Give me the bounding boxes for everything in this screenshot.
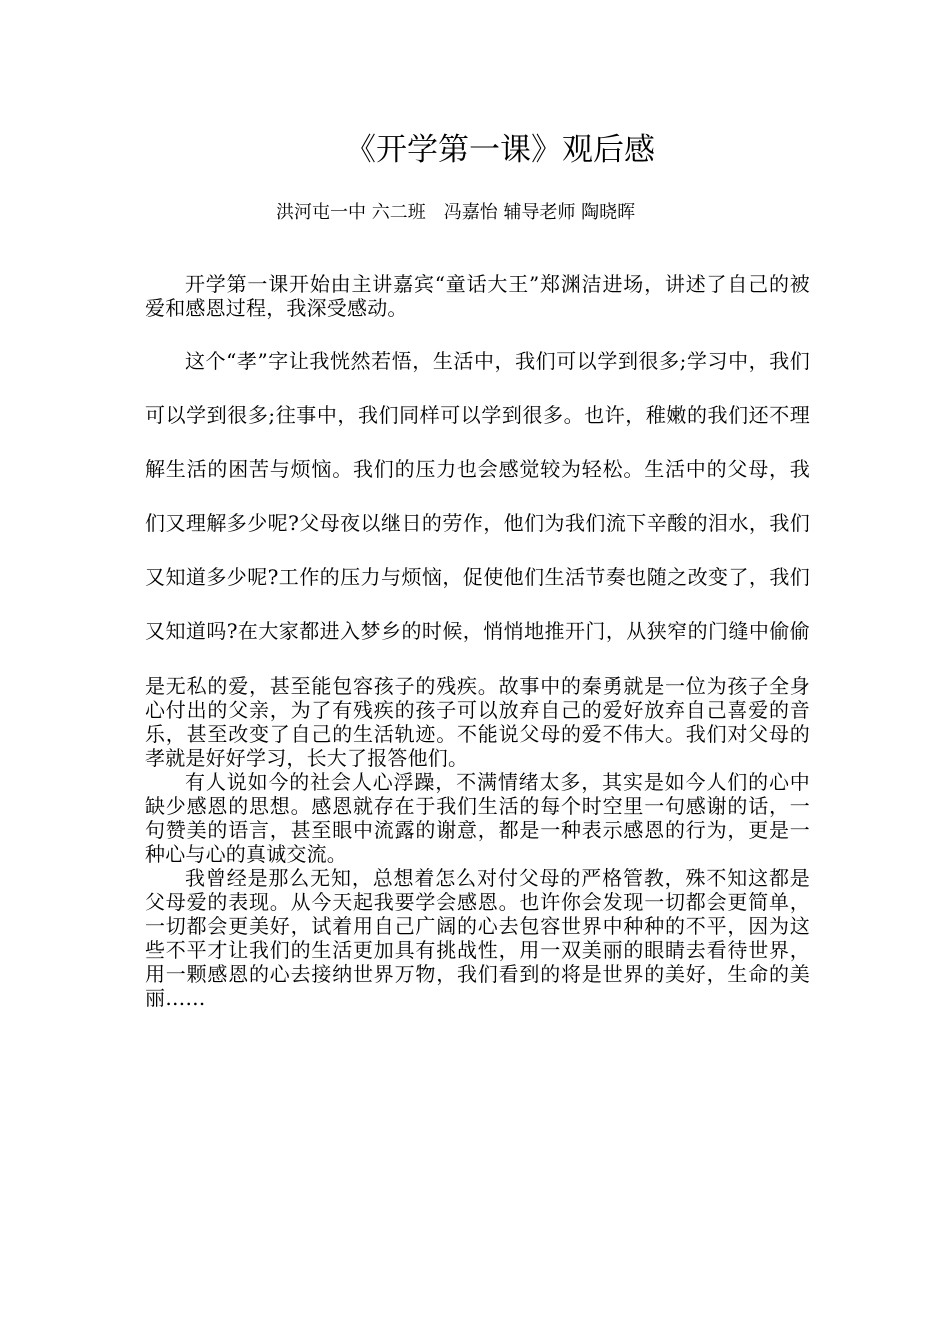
paragraph: 是无私的爱，甚至能包容孩子的残疾。故事中的秦勇就是一位为孩子全身心付出的父亲，为了有残疾的孩子可以放弃自己的爱好放弃自己喜爱的音乐，甚至改变了自己的生活轨迹。不能说父母的爱不伟大。我们对父母的孝就是好好学习，长大了报答他们。 (145, 674, 810, 770)
paragraph: 这个“孝”字让我恍然若悟，生活中，我们可以学到很多;学习中，我们可以学到很多;往事中，我们同样可以学到很多。也许，稚嫩的我们还不理解生活的困苦与烦恼。我们的压力也会感觉较为轻松。生活中的父母，我们又理解多少呢?父母夜以继日的劳作，他们为我们流下辛酸的泪水，我们又知道多少呢?工作的压力与烦恼，促使他们生活节奏也随之改变了，我们又知道吗?在大家都进入梦乡的时候，悄悄地推开门，从狭窄的门缝中偷偷 (145, 349, 810, 643)
paragraph: 有人说如今的社会人心浮躁，不满情绪太多，其实是如今人们的心中缺少感恩的思想。感恩就存在于我们生活的每个时空里一句感谢的话，一句赞美的语言，甚至眼中流露的谢意，都是一种表示感恩的行为，更是一种心与心的真诚交流。 (145, 770, 810, 866)
document-title: 《开学第一课》观后感 (345, 132, 655, 168)
author-byline: 洪河屯一中 六二班 冯嘉怡 辅导老师 陶晓晖 (276, 202, 636, 223)
body-section-1 (145, 272, 810, 320)
body-section-3 (145, 674, 810, 1010)
body-section-2 (145, 334, 810, 659)
paragraph: 我曾经是那么无知，总想着怎么对付父母的严格管教，殊不知这都是父母爱的表现。从今天起我要学会感恩。也许你会发现一切都会更简单，一切都会更美好，试着用自己广阔的心去包容世界中种种的不平，因为这些不平才让我们的生活更加具有挑战性，用一双美丽的眼睛去看待世界，用一颗感恩的心去接纳世界万物，我们看到的将是世界的美好，生命的美丽…… (145, 866, 810, 1010)
paragraph: 开学第一课开始由主讲嘉宾“童话大王”郑渊洁进场，讲述了自己的被爱和感恩过程，我深受感动。 (145, 272, 810, 320)
